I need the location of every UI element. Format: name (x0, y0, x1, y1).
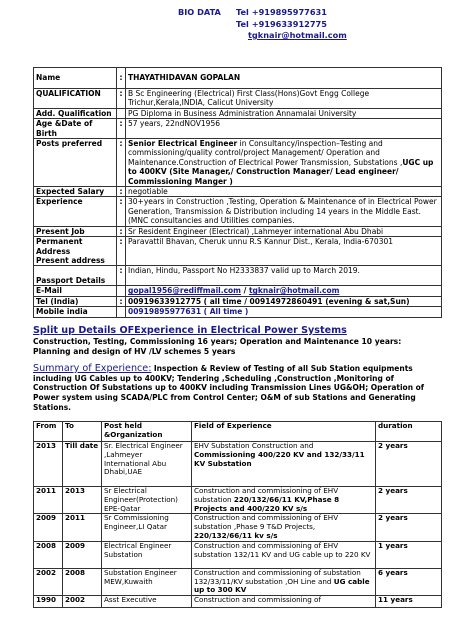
cell-to: 2013 (63, 487, 102, 514)
email-value: gopal1956@rediffmail.com / tgknair@hotmail.com (126, 286, 442, 296)
cell-field: Construction and commissioning of EHV substation ,Phase 9 T&D Projects, 220/132/66/11 kv s/s (192, 514, 376, 541)
cell-from: 2009 (34, 514, 63, 541)
col-duration: duration (376, 422, 442, 442)
present-job-label: Present Job (34, 226, 117, 236)
table-row (34, 596, 442, 608)
summary-text: Inspection & Review of Testing of all Sub Station equipments including UG Cables up to 400KV; Tendering ,Scheduling ,Construction ,Monitoring of Construction Of Substations up to 400KV including Transmission Lines UG&OH; Operation of Power system using SCADA/PLC from Control Center; O&M of sub Stations and Generating Stations. (33, 364, 425, 412)
summary-section (33, 364, 442, 413)
name-label: Name (34, 68, 117, 89)
cell-field: Construction and commissioning of substation 132/33/11/KV substation ,OH Line and UG cable up to 300 KV (192, 568, 376, 595)
cell-to: 2011 (63, 514, 102, 541)
cell-to: 2009 (63, 541, 102, 568)
name-value: THAYATHIDAVAN GOPALAN (126, 68, 442, 89)
tel-value: 00919633912775 ( all time / 00914972860491 (evening & sat,Sun) (126, 296, 442, 306)
cell-from: 2008 (34, 541, 63, 568)
posts-label: Posts preferred (34, 139, 117, 187)
cell-from: 1990 (34, 596, 63, 608)
cell-field: EHV Substation Construction and Commissioning 400/220 KV and 132/33/11 KV Substation (192, 442, 376, 487)
cell-duration: 2 years (376, 514, 442, 541)
cell-duration: 2 years (376, 487, 442, 514)
mobile-label: Mobile india (34, 307, 117, 317)
experience-label: Experience (34, 197, 117, 226)
email-link-1[interactable]: gopal1956@rediffmail.com (128, 286, 241, 296)
cell-post: Sr Electrical Engineer(Protection) EPE-Qatar (102, 487, 192, 514)
cell-to: 2002 (63, 596, 102, 608)
tel-label: Tel (India) (34, 296, 117, 306)
table-row (34, 487, 442, 514)
cell-from: 2013 (34, 442, 63, 487)
cell-duration: 11 years (376, 596, 442, 608)
cell-field: Construction and commissioning of EHV substation 220/132/66/11 KV,Phase 8 Projects and 400/220 KV s/s (192, 487, 376, 514)
table-row (34, 514, 442, 541)
table-row (34, 442, 442, 487)
cell-duration: 2 years (376, 442, 442, 487)
qualification-label: QUALIFICATION (34, 89, 117, 109)
passport-label: Passport Details (34, 266, 117, 286)
present-job-value: Sr Resident Engineer (Electrical) ,Lahmeyer international Abu Dhabi (126, 226, 442, 236)
summary-title: Summary of Experience: (33, 363, 152, 374)
age-value: 57 years, 22ndNOV1956 (126, 119, 442, 139)
table-row (34, 568, 442, 595)
cell-field: Construction and commissioning of EHV substation 132/11 KV and UG cable up to 220 KV (192, 541, 376, 568)
cell-field: Construction and commissioning of (192, 596, 376, 608)
cell-from: 2002 (34, 568, 63, 595)
cell-post: Sr. Electrical Engineer ,Lahmeyer International Abu Dhabi,UAE (102, 442, 192, 487)
add-qualification-label: Add. Qualification (34, 108, 117, 118)
col-to: To (63, 422, 102, 442)
experience-value: 30+years in Construction ,Testing, Operation & Maintenance of in Electrical Power Generation, Transmission & Distribution including 14 years in the Middle East.(MNC consultancies and Utilities companies. (126, 197, 442, 226)
split-up-section (33, 325, 442, 357)
age-label: Age &Date of Birth (34, 119, 117, 139)
header-tel-2: Tel +919633912775 (236, 19, 327, 29)
cell-duration: 6 years (376, 568, 442, 595)
cell-post: Substation Engineer MEW,Kuwaith (102, 568, 192, 595)
mobile-value: 00919895977631 ( All time ) (126, 307, 442, 317)
cell-from: 2011 (34, 487, 63, 514)
col-field: Field of Experience (192, 422, 376, 442)
header (0, 6, 474, 66)
address-labels: Permanent Address Present address (34, 237, 117, 266)
cell-post: Electrical Engineer Substation (102, 541, 192, 568)
col-post: Post held &Organization (102, 422, 192, 442)
header-tel-1: Tel +919895977631 (236, 7, 327, 17)
salary-value: negotiable (126, 187, 442, 197)
col-from: From (34, 422, 63, 442)
split-up-line-1: Construction, Testing, Commissioning 16 years; Operation and Maintenance 10 years: (33, 337, 402, 346)
bio-info-table: Name : THAYATHIDAVAN GOPALAN QUALIFICATION : B Sc Engineering (Electrical) First Class(Hons)Govt Engg College Trichur,Kerala,INDIA, Calicut University Add. Qualification PG Diploma in Business Administration Annamalai University Age &Date of Birth : 57 years, 22ndNOV1956 Posts preferred : Senior Electrical Engineer in Consultancy/inspection–Testing and commissioning/quality control/project Management/ Operation and Maintenance.Construction of Electrical Power Transmission, Substations ,UGC up to 400KV (Site Manager,/ Construction Manager/ Lead engineer/ Commissioning Manger ) Expected Salary : negotiable Experience : 30+years in Construction ,Testing, Operation & Maintenance of in Electrical Power Generation, Transmission & Distribution including 14 years in the Middle East.(MNC consultancies and Utilities companies. Present Job : Sr Resident Engineer (Electrical) ,Lahmeyer international Abu Dhabi Permanent Address Present address : Paravattil Bhavan, Cheruk unnu R.S Kannur Dist., Kerala, India-670301 Passport Details : Indian, Hindu, Passport No H2333837 valid up to March 2019. E-Mail gopal1956@rediffmail.com / tgknair@hotmail.com Tel (India) : 00919633912775 ( all time / 00914972860491 (evening & sat,Sun) Mobile india 00919895977631 ( All time ) (33, 67, 442, 318)
split-up-title: Split up Details OFExperience in Electrical Power Systems (33, 325, 347, 336)
add-qualification-value: PG Diploma in Business Administration Annamalai University (126, 108, 442, 118)
experience-table (33, 421, 442, 608)
email-label: E-Mail (34, 286, 117, 296)
email-link-2[interactable]: tgknair@hotmail.com (248, 286, 340, 296)
cell-post: Asst Executive (102, 596, 192, 608)
split-up-line-2: Planning and design of HV /LV schemes 5 years (33, 347, 236, 357)
cell-to: Till date (63, 442, 102, 487)
cell-duration: 1 years (376, 541, 442, 568)
posts-value: Senior Electrical Engineer in Consultancy/inspection–Testing and commissioning/quality control/project Management/ Operation and Maintenance.Construction of Electrical Power Transmission, Substations ,UGC up to 400KV (Site Manager,/ Construction Manager/ Lead engineer/ Commissioning Manger ) (126, 139, 442, 187)
cell-post: Sr Commissioning Engineer,LI Qatar (102, 514, 192, 541)
qualification-value: B Sc Engineering (Electrical) First Class(Hons)Govt Engg College Trichur,Kerala,INDIA, Calicut University (126, 89, 442, 109)
cell-to: 2008 (63, 568, 102, 595)
permanent-address-value: Paravattil Bhavan, Cheruk unnu R.S Kannur Dist., Kerala, India-670301 (126, 237, 442, 266)
salary-label: Expected Salary (34, 187, 117, 197)
header-email[interactable]: tgknair@hotmail.com (248, 30, 347, 40)
table-row (34, 541, 442, 568)
passport-value: Indian, Hindu, Passport No H2333837 valid up to March 2019. (126, 266, 442, 286)
bio-data-label: BIO DATA (178, 7, 221, 17)
